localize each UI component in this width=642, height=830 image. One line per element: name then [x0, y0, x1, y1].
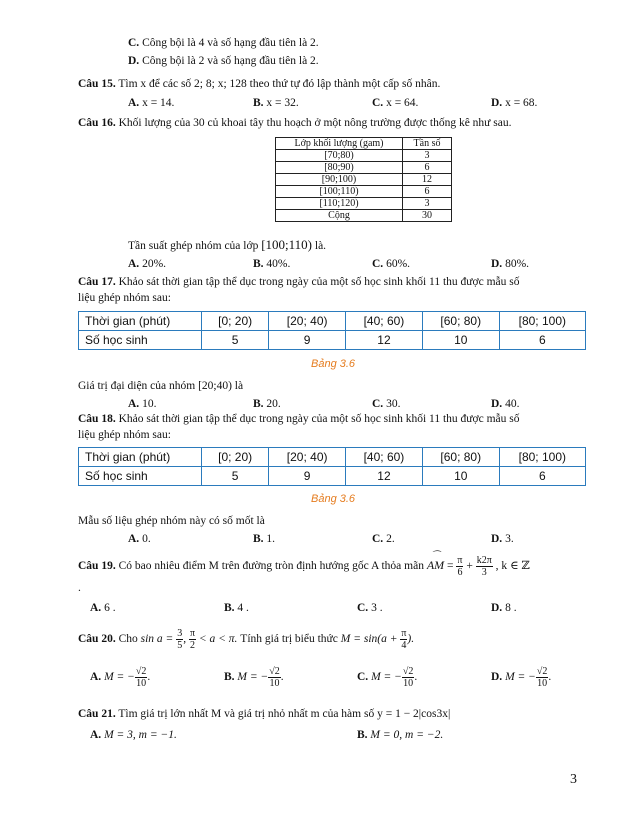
denominator: 4	[401, 639, 407, 651]
option-label: A.	[90, 602, 102, 614]
numerator: k2π	[476, 554, 492, 566]
option-label: C.	[372, 398, 384, 410]
fraction	[536, 665, 552, 689]
question-text: Khảo sát thời gian tập thể dục trong ngày của một số học sinh khối 11 thu được mẫu số	[118, 413, 520, 425]
option-label: A.	[128, 97, 140, 109]
option-label: C.	[357, 671, 369, 683]
option-text: M = −	[104, 671, 135, 683]
denominator: 10	[269, 677, 280, 689]
denominator: 2	[189, 639, 195, 651]
fraction	[456, 555, 463, 578]
option-text: .	[414, 671, 418, 683]
denominator: 10	[537, 677, 548, 689]
numerator: √2	[536, 665, 548, 677]
table-cell: [90;100)	[276, 174, 403, 186]
q20-option-c	[357, 664, 417, 690]
comma: ,	[183, 633, 187, 645]
plus-sign: +	[466, 560, 473, 572]
question-20	[78, 626, 414, 652]
math-text: < a < π.	[198, 633, 238, 645]
arc-text: AM	[426, 558, 445, 572]
q19-option-a	[90, 602, 116, 614]
question-21	[78, 708, 450, 720]
option-text: .	[147, 671, 151, 683]
q15-option-d	[491, 97, 537, 109]
q16-option-b	[253, 258, 290, 270]
question-19	[78, 550, 530, 578]
numerator: π	[401, 627, 407, 639]
table-cell: 6	[403, 162, 452, 174]
arc-mark: ⌒	[431, 550, 441, 560]
option-label: B.	[253, 398, 264, 410]
option-text: 3 .	[371, 602, 383, 614]
table-cell: [60; 80)	[422, 448, 499, 467]
q18-option-b	[253, 533, 275, 545]
table-row	[276, 150, 452, 162]
numerator: √2	[269, 665, 280, 677]
exercise-time-table	[78, 311, 586, 350]
table-header-cell: Số học sinh	[79, 467, 202, 486]
prompt-text: là.	[314, 240, 327, 252]
q17-option-a	[128, 398, 156, 410]
question-text: Khối lượng của 30 củ khoai tây thu hoạch ở một nông trường được thống kê như sau.	[118, 117, 512, 129]
denominator: 5	[177, 639, 183, 651]
denominator: 10	[136, 677, 147, 689]
option-label: B.	[253, 533, 264, 545]
option-label: A.	[128, 258, 140, 270]
option-label: D.	[491, 258, 503, 270]
option-label: C.	[372, 258, 384, 270]
table-cell: 6	[499, 467, 585, 486]
table-caption: Bảng 3.6	[311, 358, 356, 370]
question-label: Câu 18.	[78, 413, 116, 425]
option-label: D.	[491, 97, 503, 109]
table-cell: [80; 100)	[499, 448, 585, 467]
table-header-cell: Lớp khối lượng (gam)	[276, 138, 403, 150]
option-label: C.	[357, 602, 369, 614]
question-text: Cho	[118, 633, 138, 645]
table-row	[79, 312, 586, 331]
question-text: Tìm x để các số 2; 8; x; 128 theo thứ tự đó lập thành một cấp số nhân.	[118, 78, 441, 90]
q15-option-b	[253, 97, 299, 109]
q15-option-a	[128, 97, 174, 109]
q18-option-d	[491, 533, 514, 545]
fraction	[189, 628, 196, 651]
q17-prompt: Giá trị đại diện của nhóm [20;40) là	[78, 380, 244, 392]
table-cell: [100;110)	[276, 186, 403, 198]
q19-option-d	[491, 602, 517, 614]
table-header-row	[276, 138, 452, 150]
option-text: 4 .	[237, 602, 249, 614]
question-18	[78, 413, 520, 425]
table-cell: [40; 60)	[346, 312, 423, 331]
table-cell: 9	[269, 467, 346, 486]
table-cell: [80; 100)	[499, 312, 585, 331]
option-text: 2.	[386, 533, 395, 545]
question-18-line2: liệu ghép nhóm sau:	[78, 429, 171, 441]
fraction	[476, 555, 493, 578]
question-label: Câu 16.	[78, 117, 116, 129]
table-row	[79, 467, 586, 486]
question-text: Tìm giá trị lớn nhất M và giá trị nhỏ nhất m của hàm số y = 1 − 2|cos3x|	[118, 708, 451, 720]
page-number: 3	[570, 772, 577, 787]
question-16	[78, 117, 512, 129]
option-label: C.	[128, 37, 140, 49]
q16-prompt	[128, 237, 326, 253]
option-label: D.	[491, 398, 503, 410]
q16-option-c	[372, 258, 410, 270]
question-text: Có bao nhiêu điểm M trên đường tròn định hướng gốc A thỏa mãn	[118, 560, 424, 572]
q19-option-b	[224, 602, 249, 614]
option-text: .	[280, 671, 284, 683]
numerator: π	[189, 627, 195, 639]
q18-prompt: Mẫu số liệu ghép nhóm này có số mốt là	[78, 515, 265, 527]
option-label: D.	[491, 602, 503, 614]
denominator: 6	[457, 566, 463, 578]
q15-option-c	[372, 97, 418, 109]
question-label: Câu 19.	[78, 560, 116, 572]
option-text: Công bội là 2 và số hạng đầu tiên là 2.	[142, 55, 319, 67]
prompt-text: Tần suất ghép nhóm của lớp	[128, 240, 259, 252]
option-text: 60%.	[386, 258, 411, 270]
table-cell: [20; 40)	[269, 448, 346, 467]
domain-text: , k ∈ ℤ	[495, 560, 530, 572]
option-text: 40%.	[266, 258, 291, 270]
option-c-top	[128, 37, 319, 49]
fraction	[268, 666, 281, 689]
option-text: M = −	[505, 671, 536, 683]
table-caption: Bảng 3.6	[311, 493, 356, 505]
q21-option-a	[90, 729, 177, 741]
numerator: √2	[402, 665, 414, 677]
equals-sign: =	[447, 560, 454, 572]
question-label: Câu 21.	[78, 708, 116, 720]
table-cell: 5	[202, 331, 269, 350]
option-label: B.	[224, 602, 235, 614]
q17-option-d	[491, 398, 519, 410]
table-cell: [70;80)	[276, 150, 403, 162]
table-cell: [0; 20)	[202, 312, 269, 331]
q17-option-c	[372, 398, 400, 410]
table-cell: Cộng	[276, 210, 403, 222]
option-label: A.	[90, 729, 102, 741]
math-text: M = sin(a +	[340, 633, 398, 645]
table-row	[276, 210, 452, 222]
q18-option-a	[128, 533, 151, 545]
table-cell: 6	[403, 186, 452, 198]
exercise-time-table	[78, 447, 586, 486]
fraction	[402, 665, 418, 689]
option-text: 10.	[142, 398, 157, 410]
option-text: 3.	[505, 533, 514, 545]
q20-option-a	[90, 664, 150, 690]
option-text: 20%.	[142, 258, 167, 270]
option-d-top	[128, 55, 319, 67]
math-text: sin a =	[140, 633, 174, 645]
table-cell: 10	[422, 467, 499, 486]
question-label: Câu 15.	[78, 78, 116, 90]
table-row	[276, 198, 452, 210]
numerator: √2	[135, 665, 147, 677]
table-cell: 6	[499, 331, 585, 350]
table-cell: [20; 40)	[269, 312, 346, 331]
option-label: B.	[357, 729, 368, 741]
table-header-cell: Số học sinh	[79, 331, 202, 350]
denominator: 10	[403, 677, 414, 689]
table-cell: [110;120)	[276, 198, 403, 210]
option-text: 80%.	[505, 258, 530, 270]
option-label: A.	[128, 398, 140, 410]
option-text: M = −	[237, 671, 269, 683]
option-text: x = 68.	[505, 97, 538, 109]
option-label: D.	[491, 671, 503, 683]
table-cell: 12	[346, 331, 423, 350]
option-text: x = 14.	[142, 97, 175, 109]
option-label: A.	[90, 671, 102, 683]
table-cell: 3	[403, 198, 452, 210]
q16-option-d	[491, 258, 529, 270]
option-label: C.	[372, 97, 384, 109]
option-label: B.	[253, 258, 264, 270]
table-row	[276, 186, 452, 198]
table-header-cell: Tần số	[403, 138, 452, 150]
table-row	[79, 331, 586, 350]
q20-option-d	[491, 664, 551, 690]
numerator: π	[457, 554, 463, 566]
option-label: D.	[491, 533, 503, 545]
option-text: x = 32.	[266, 97, 299, 109]
question-label: Câu 20.	[78, 633, 116, 645]
q20-option-b	[224, 664, 284, 690]
option-label: A.	[128, 533, 140, 545]
table-header-cell: Thời gian (phút)	[79, 312, 202, 331]
table-cell: 9	[269, 331, 346, 350]
fraction	[135, 665, 151, 689]
q18-option-c	[372, 533, 395, 545]
table-cell: [80;90)	[276, 162, 403, 174]
option-label: D.	[128, 55, 140, 67]
option-text: 8 .	[505, 602, 517, 614]
q19-option-c	[357, 602, 383, 614]
weight-frequency-table	[275, 137, 452, 222]
option-text: 1.	[266, 533, 276, 545]
option-text: x = 64.	[386, 97, 419, 109]
option-text: M = −	[371, 671, 402, 683]
table-cell: 3	[403, 150, 452, 162]
question-label: Câu 17.	[78, 276, 116, 288]
option-text: M = 3, m = −1.	[104, 729, 177, 741]
option-text: M = 0, m = −2.	[370, 729, 444, 741]
question-text: Tính giá trị biểu thức	[240, 633, 338, 645]
option-label: B.	[253, 97, 264, 109]
denominator: 3	[481, 566, 487, 578]
table-cell: 5	[202, 467, 269, 486]
q19-dot: .	[78, 582, 81, 594]
option-text: 6 .	[104, 602, 116, 614]
option-label: C.	[372, 533, 384, 545]
question-17	[78, 276, 520, 288]
table-cell: 10	[422, 331, 499, 350]
table-cell: [60; 80)	[422, 312, 499, 331]
prompt-class: [100;110)	[261, 237, 312, 252]
option-text: 0.	[142, 533, 151, 545]
table-row	[79, 448, 586, 467]
option-text: Công bội là 4 và số hạng đầu tiên là 2.	[142, 37, 319, 49]
table-cell: [40; 60)	[346, 448, 423, 467]
option-label: B.	[224, 671, 235, 683]
option-text: 20.	[266, 398, 281, 410]
table-cell: 30	[403, 210, 452, 222]
math-text: ).	[407, 633, 415, 645]
option-text: 30.	[386, 398, 401, 410]
arc-am	[426, 550, 445, 577]
option-text: .	[548, 671, 552, 683]
q17-option-b	[253, 398, 281, 410]
table-row	[276, 162, 452, 174]
numerator: 3	[177, 627, 183, 639]
question-15	[78, 78, 440, 90]
q16-option-a	[128, 258, 166, 270]
table-cell: [0; 20)	[202, 448, 269, 467]
table-cell: 12	[403, 174, 452, 186]
table-row	[276, 174, 452, 186]
table-header-cell: Thời gian (phút)	[79, 448, 202, 467]
question-text: Khảo sát thời gian tập thể dục trong ngày của một số học sinh khối 11 thu được mẫu số	[118, 276, 520, 288]
option-text: 40.	[505, 398, 520, 410]
question-17-line2: liệu ghép nhóm sau:	[78, 292, 171, 304]
table-cell: 12	[346, 467, 423, 486]
q21-option-b	[357, 729, 443, 741]
